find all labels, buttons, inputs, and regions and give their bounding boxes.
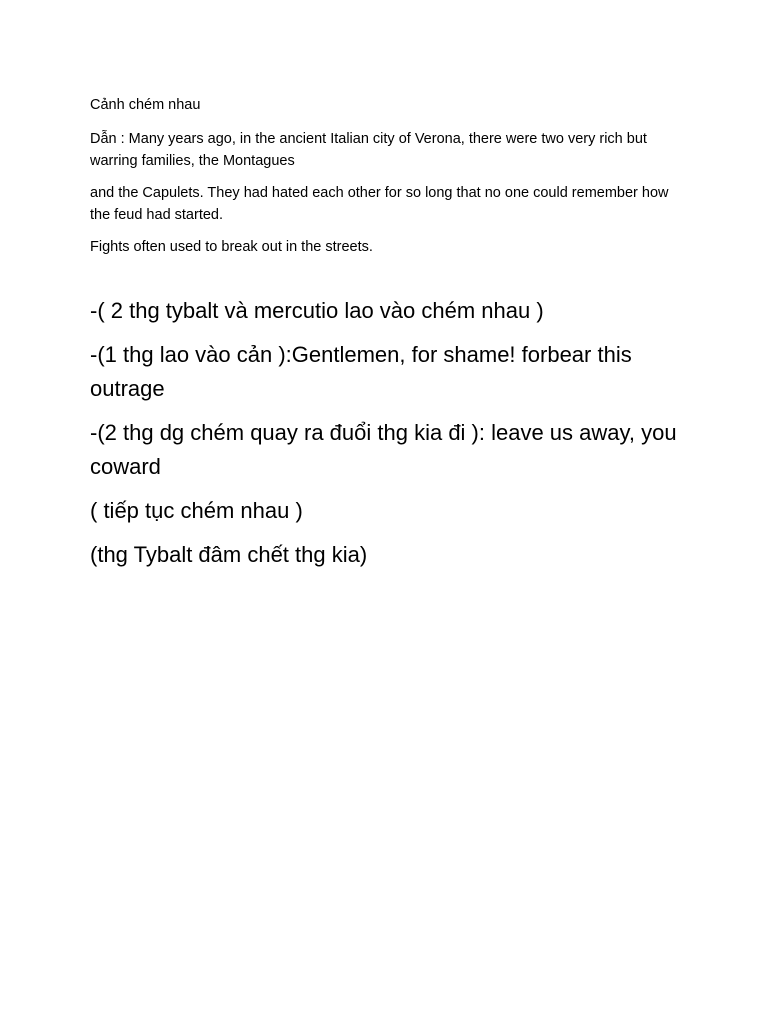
paragraph-spacer xyxy=(90,268,690,294)
script-line: -( 2 thg tybalt và mercutio lao vào chém nhau ) xyxy=(90,298,544,323)
script-line: -(2 thg dg chém quay ra đuổi thg kia đi ): leave us away, you coward xyxy=(90,420,677,479)
document-body xyxy=(90,94,690,582)
intro-paragraph: Fights often used to break out in the streets. xyxy=(90,239,373,255)
intro-paragraph: Dẫn : Many years ago, in the ancient Italian city of Verona, there were two very rich but warring families, the Montagues xyxy=(90,131,647,169)
script-line: (thg Tybalt đâm chết thg kia) xyxy=(90,542,368,567)
script-line: -(1 thg lao vào cản ):Gentlemen, for shame! forbear this outrage xyxy=(90,342,632,401)
document-title: Cảnh chém nhau xyxy=(90,97,201,113)
script-line: ( tiếp tục chém nhau ) xyxy=(90,498,303,523)
intro-paragraph: and the Capulets. They had hated each other for so long that no one could remember how the feud had started. xyxy=(90,185,669,223)
